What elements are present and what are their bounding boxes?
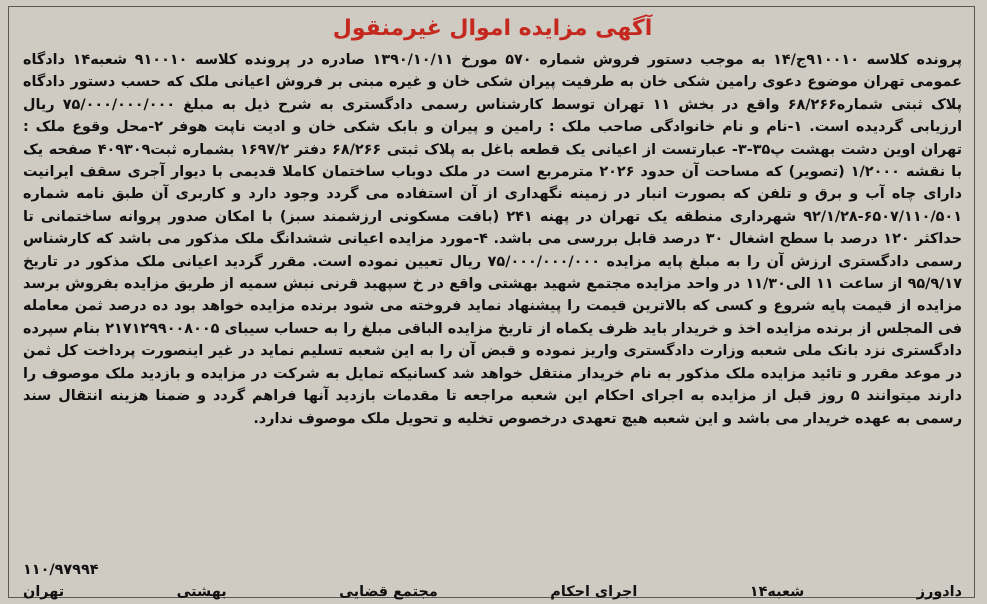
notice-title: آگهی مزایده اموال غیرمنقول [332,16,653,41]
footer-reference-row [23,559,962,581]
signature-line [23,581,962,603]
signature-role: دادورز [916,584,962,600]
signature-name: بهشتی [176,584,227,600]
signature-branch: شعبه۱۴ [749,584,805,600]
notice-frame [8,6,975,598]
reference-number: ۱۱۰/۹۷۹۹۴ [23,562,99,578]
signature-unit: اجرای احکام [550,584,638,600]
notice-body: پرونده کلاسه ۹۱۰۰۱۰ج/۱۴ به موجب دستور فروش شماره ۵۷۰ مورخ ۱۳۹۰/۱۰/۱۱ صادره در پرونده کلاسه ۹۱۰۰۱۰ شعبه۱۴ دادگاه عمومی تهران موضوع دعوی رامین شکی خان به طرفیت پیران شکی خان و غیره مبنی بر فروش اعیانی ملک که حسب دستور دادگاه پلاک ثبتی شماره۶۸/۲۶۶ واقع در بخش ۱۱ تهران توسط کارشناس رسمی دادگستری به شرح ذیل به مبلغ ۷۵/۰۰۰/۰۰۰/۰۰۰ ریال ارزیابی گردیده است. ۱-نام و نام خانوادگی صاحب ملک : رامین و پیران و بابک شکی خان و ادیت ناپت هوفر ۲-محل وقوع ملک : تهران اوین دشت بهشت پ۳۵-۳- عبارتست از اعیانی یک قطعه باغل به پلاک ثبتی ۶۸/۲۶۶ دفتر ۱۶۹۷/۲ بشماره ثبت۴۰۹۳۰۹ صفحه یک با نقشه ۱/۲۰۰۰ (تصویر) که مساحت آن حدود ۲۰۲۶ مترمربع است در ملک دوباب ساختمان کاملا قدیمی با دیوار آجری سقف ایرانیت دارای چاه آب و برق و تلفن که بصورت انبار در زمینه نگهداری از آن استفاده می گردد وجود دارد و کاربری آن طبق نامه شماره ۶۵۰۷/۱۱۰/۵۰۱-۹۲/۱/۲۸ شهرداری منطقه یک تهران در پهنه ۲۴۱ (بافت مسکونی ارزشمند سبز) با امکان صدور پروانه ساختمانی تا حداکثر ۱۲۰ درصد با سطح اشغال ۳۰ درصد قابل بررسی می باشد. ۴-مورد مزایده اعیانی ششدانگ ملک مذکور می باشد که کارشناس رسمی دادگستری ارزش آن را به مبلغ پایه مزایده ۷۵/۰۰۰/۰۰۰/۰۰۰ ریال تعیین نموده است. مقرر گردید اعیانی ملک مذکور در تاریخ ۹۵/۹/۱۷ از ساعت ۱۱ الی۱۱/۳۰ در واحد مزایده مجتمع شهید بهشتی واقع در خ سپهبد قرنی نبش سمیه از طریق مزایده بفروش برسد مزایده از قیمت پایه شروع و کسی که بالاترین قیمت را پیشنهاد نماید فروخته می شود برنده مزایده خواهد بود ده درصد ثمن معامله فی المجلس از برنده مزایده اخذ و خریدار باید ظرف یکماه از تاریخ مزایده الباقی مبلغ را به حساب سیبای ۲۱۷۱۲۹۹۰۰۸۰۰۵ بنام سپرده دادگستری نزد بانک ملی شعبه وزارت دادگستری واریز نموده و قبض آن را به این شعبه تسلیم نماید در غیر اینصورت پرداخت کل ثمن در موعد مقرر و تائید مزایده ملک مذکور به نام خریدار منتقل خواهد شد کسانیکه تمایل به شرکت در مزایده و بازدید ملک موصوف را دارند میتوانند ۵ روز قبل از مزایده به اجرای احکام این شعبه مراجعه تا مقدمات بازدید آنها فراهم گردد و ضمنا هزینه انتقال سند رسمی به عهده خریدار می باشد و این شعبه هیچ تعهدی درخصوص تخلیه و تحویل ملک موصوف ندارد. [23,52,963,427]
signature-complex: مجتمع قضایی [339,584,438,600]
notice-footer [23,559,962,603]
signature-city: تهران [23,584,65,600]
